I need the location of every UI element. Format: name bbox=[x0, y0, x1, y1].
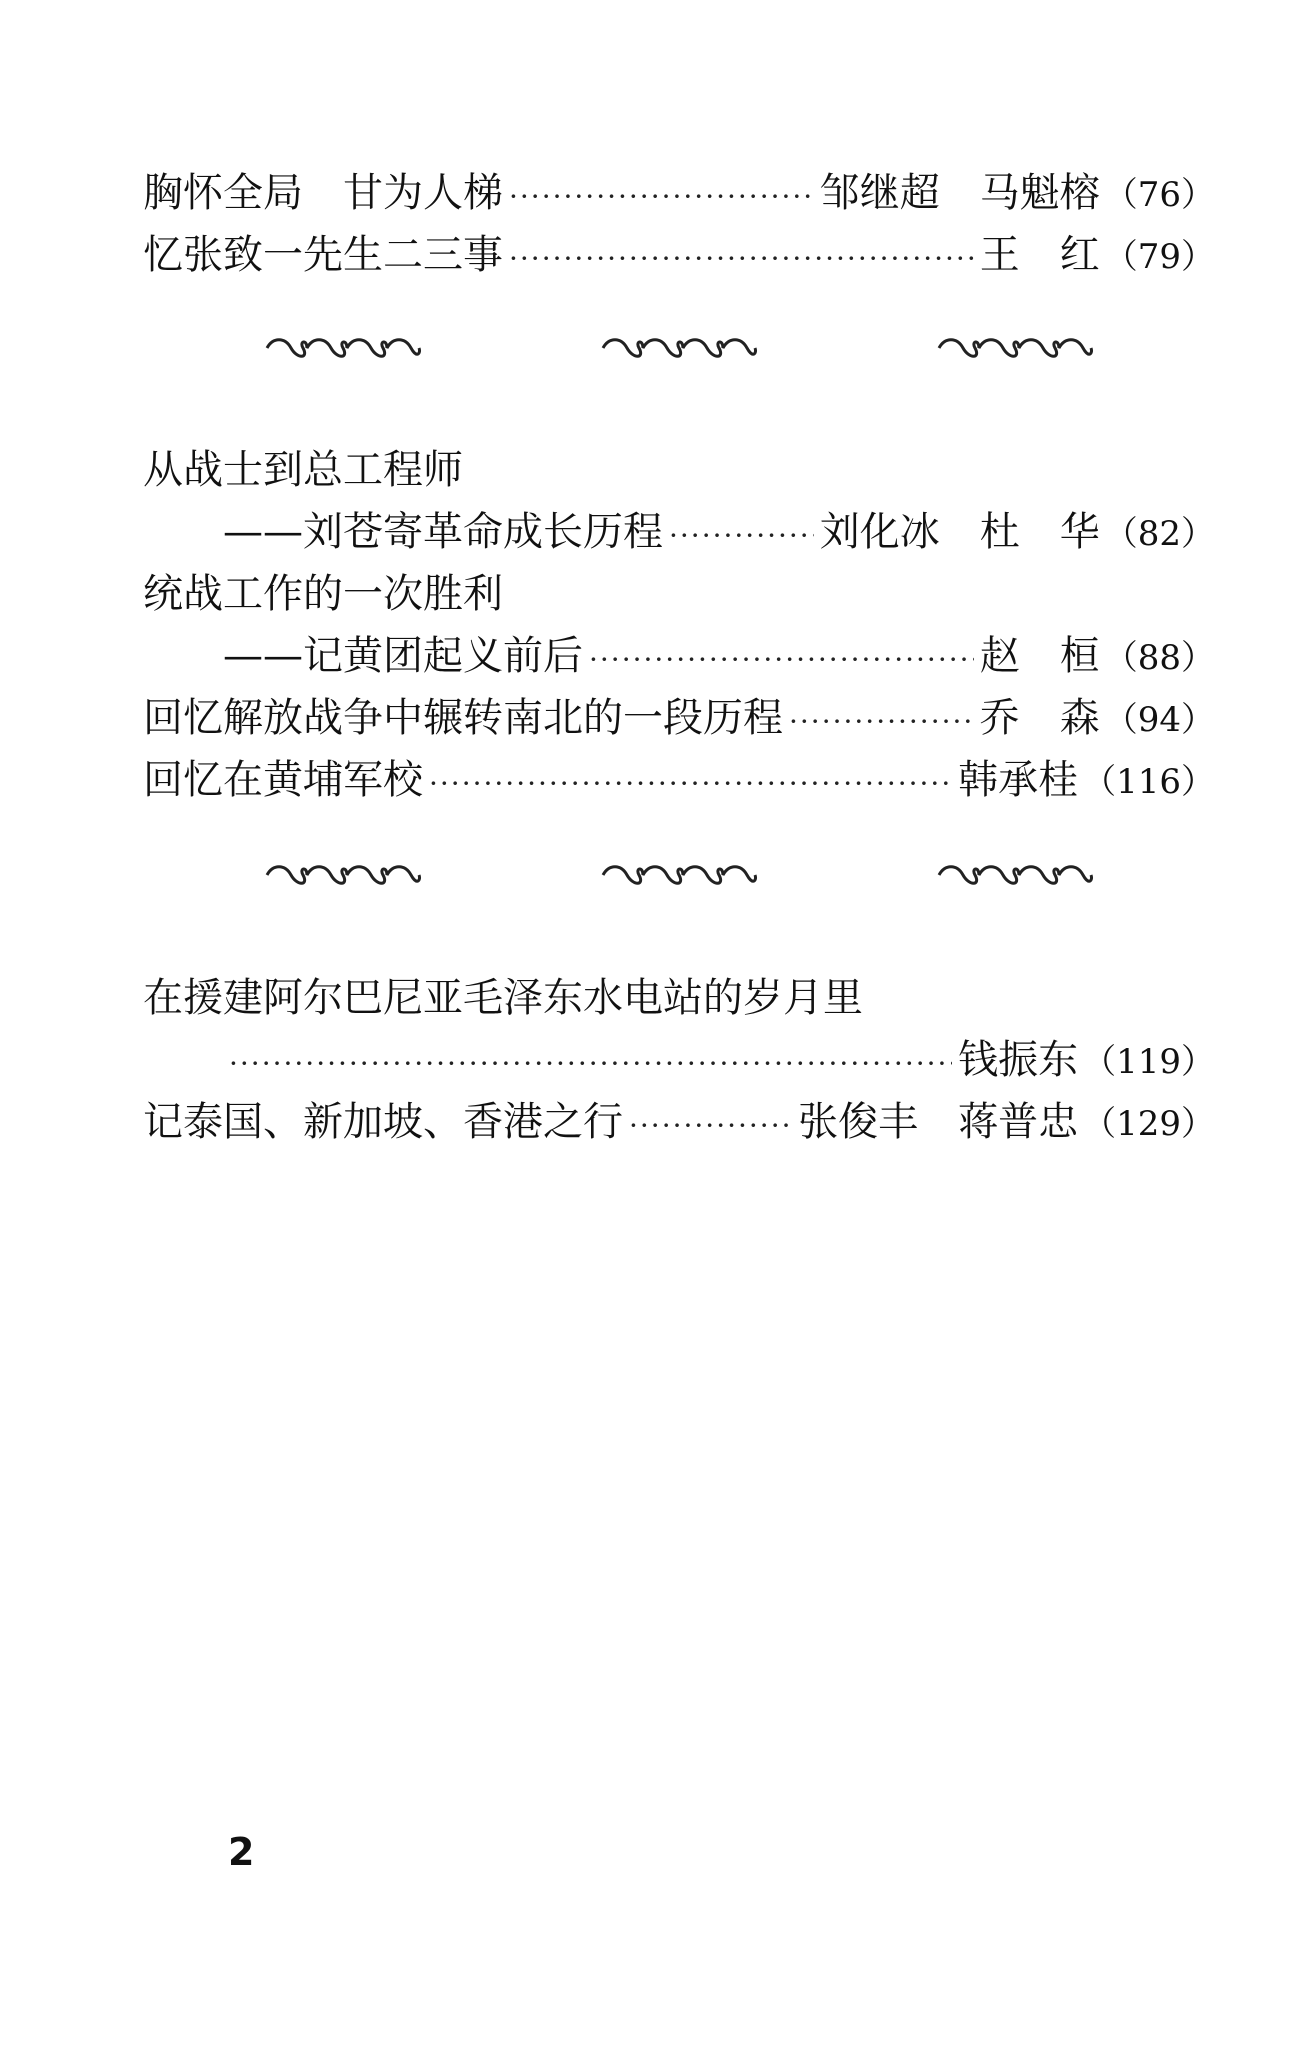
entry-subtitle: ——记黄团起义前后 bbox=[223, 633, 583, 679]
toc-entry bbox=[143, 440, 1215, 500]
page-number: 2 bbox=[228, 1830, 255, 1874]
entry-page: （129） bbox=[1082, 1104, 1215, 1144]
ornament-icon bbox=[935, 862, 1095, 888]
toc-entry bbox=[143, 163, 1215, 227]
toc-entry bbox=[223, 1030, 1215, 1094]
toc-entry bbox=[143, 968, 1215, 1028]
ornament-icon bbox=[263, 335, 423, 361]
entry-author: 王 红 bbox=[979, 232, 1100, 278]
toc-entry bbox=[143, 564, 1215, 624]
entry-page: （79） bbox=[1103, 237, 1215, 277]
entry-title: 统战工作的一次胜利 bbox=[143, 571, 503, 617]
ornament-icon bbox=[935, 335, 1095, 361]
entry-page: （94） bbox=[1103, 700, 1215, 740]
entry-page: （119） bbox=[1082, 1042, 1215, 1082]
entry-page: （116） bbox=[1082, 762, 1215, 802]
toc-entry bbox=[143, 750, 1215, 814]
entry-title: 回忆解放战争中辗转南北的一段历程 bbox=[143, 695, 783, 741]
entry-author: 张俊丰 蒋普忠 bbox=[798, 1099, 1079, 1145]
dot-leader bbox=[429, 754, 952, 814]
dot-leader bbox=[669, 506, 814, 566]
entry-title: 从战士到总工程师 bbox=[143, 447, 463, 493]
entry-title: 忆张致一先生二三事 bbox=[143, 232, 503, 278]
toc-entry bbox=[143, 688, 1215, 752]
dot-leader bbox=[509, 167, 814, 227]
entry-title: 在援建阿尔巴尼亚毛泽东水电站的岁月里 bbox=[143, 975, 863, 1021]
dot-leader bbox=[509, 229, 974, 289]
toc-entry bbox=[223, 502, 1215, 566]
ornament-icon bbox=[599, 335, 759, 361]
dot-leader bbox=[629, 1096, 792, 1156]
toc-entry bbox=[143, 225, 1215, 289]
ornament-icon bbox=[263, 862, 423, 888]
entry-title: 回忆在黄埔军校 bbox=[143, 757, 423, 803]
toc-entry bbox=[223, 626, 1215, 690]
entry-title: 记泰国、新加坡、香港之行 bbox=[143, 1099, 623, 1145]
section-divider bbox=[143, 335, 1215, 375]
entry-author: 邹继超 马魁榕 bbox=[819, 170, 1100, 216]
entry-page: （88） bbox=[1103, 638, 1215, 678]
dot-leader bbox=[229, 1034, 952, 1094]
entry-author: 刘化冰 杜 华 bbox=[819, 509, 1100, 555]
entry-subtitle: ——刘苍寄革命成长历程 bbox=[223, 509, 663, 555]
toc-entry bbox=[143, 1092, 1215, 1156]
section-divider bbox=[143, 862, 1215, 902]
entry-author: 乔 森 bbox=[979, 695, 1100, 741]
dot-leader bbox=[589, 630, 974, 690]
entry-author: 韩承桂 bbox=[958, 757, 1079, 803]
ornament-icon bbox=[599, 862, 759, 888]
dot-leader bbox=[789, 692, 974, 752]
entry-author: 赵 桓 bbox=[979, 633, 1100, 679]
entry-page: （76） bbox=[1103, 175, 1215, 215]
entry-title: 胸怀全局 甘为人梯 bbox=[143, 170, 503, 216]
entry-page: （82） bbox=[1103, 514, 1215, 554]
entry-author: 钱振东 bbox=[958, 1037, 1079, 1083]
